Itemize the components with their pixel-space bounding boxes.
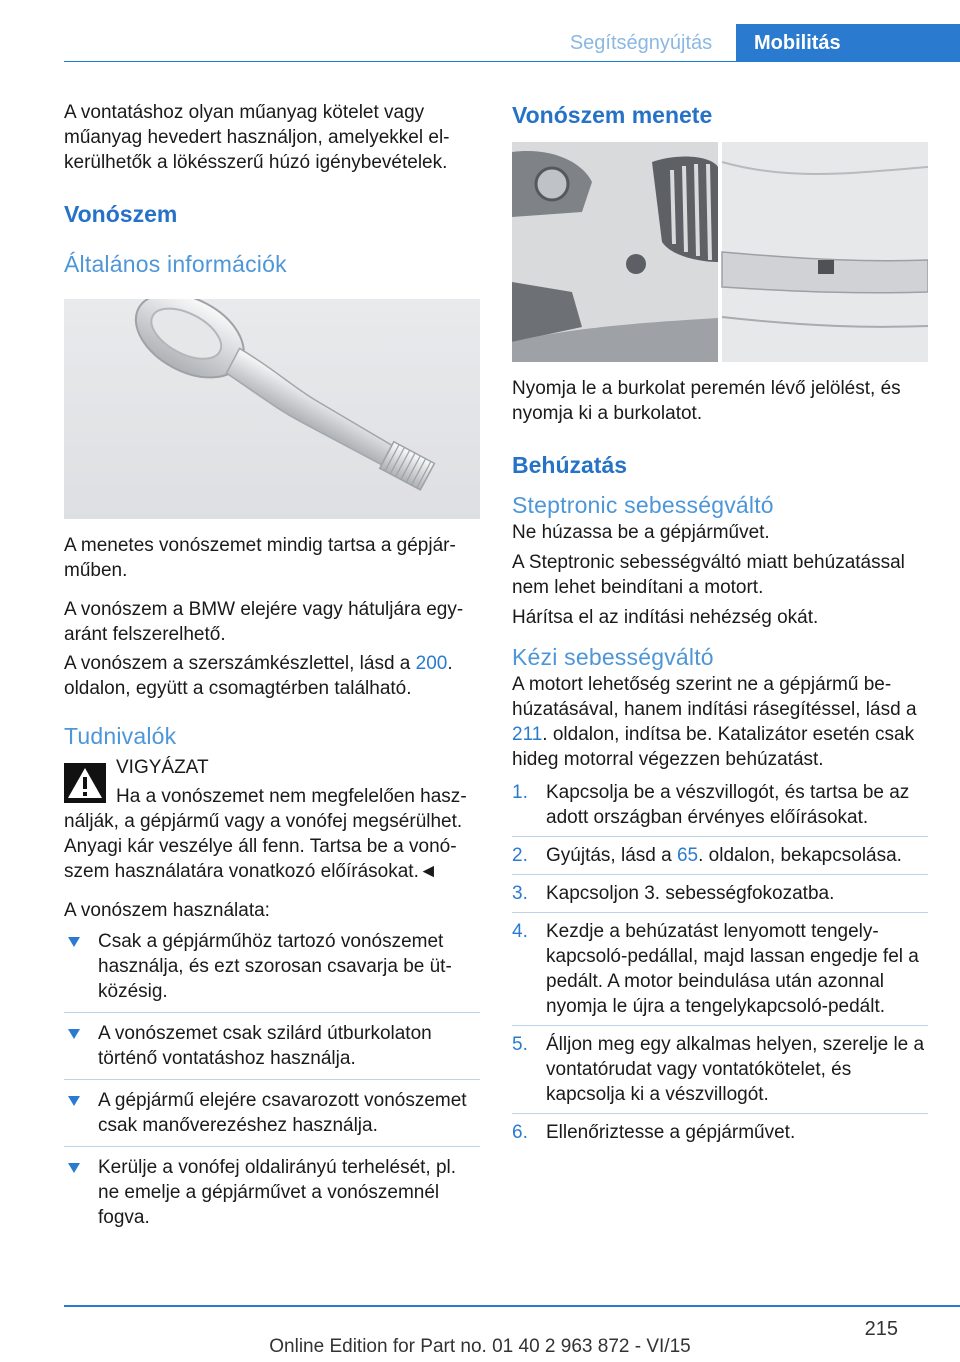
bullet-triangle-icon (68, 937, 80, 947)
paragraph-menetes: A menetes vonószemet mindig tartsa a gépjárműben. (64, 535, 456, 581)
section-tab-segitsegnyujtas[interactable]: Segítségnyújtás (569, 32, 713, 54)
heading-altalanos-informaciok: Általános információk (64, 251, 287, 277)
step-text: Kapcsolja be a vészvillogót, és tartsa be az adott országban érvényes előírásokat. (546, 782, 910, 828)
list-item (512, 1120, 928, 1151)
footer-rule (64, 1305, 960, 1307)
usage-bullet-list (64, 929, 480, 1238)
page-link-211[interactable]: 211 (512, 724, 543, 745)
list-item (64, 1021, 480, 1080)
list-item-text: A vonószemet csak szilárd útburkolaton történő vontatáshoz használja. (98, 1023, 432, 1069)
list-item-text: A gépjármű elejére csavarozott vonószemet csak manőverezéshez használja. (98, 1090, 467, 1136)
text-kezi-pre: A motort lehetőség szerint ne a gépjármű behúzatásával, hanem indítási rásegítéssel, lásd a (512, 674, 917, 720)
step-number: 1. (512, 782, 528, 803)
list-item (512, 1032, 928, 1114)
step-text: Álljon meg egy alkalmas helyen, szerelje le a vontatórudat vagy vontatókötelet, és kapcsolja ki a vészvillogót. (546, 1034, 925, 1105)
edition-footer: Online Edition for Part no. 01 40 2 963 872 - VI/15 (269, 1336, 691, 1357)
list-item (512, 780, 928, 837)
paragraph-ne-huzassa: Ne húzassa be a gépjárművet. (512, 522, 770, 543)
step-text: Kapcsoljon 3. sebességfokozatba. (546, 883, 835, 904)
list-item (64, 929, 480, 1013)
bullet-triangle-icon (68, 1029, 80, 1039)
header-rule (64, 61, 960, 62)
text-kezi-post: . oldalon, indítsa be. Katalizátor esetén csak hideg motorral végezzen behúzatást. (512, 724, 915, 770)
step-number: 5. (512, 1034, 528, 1055)
steps-numbered-list (512, 780, 928, 1151)
step-number: 2. (512, 845, 528, 866)
step-number: 6. (512, 1122, 528, 1143)
heading-vonoszem-menete: Vonószem menete (512, 102, 713, 128)
paragraph-hasznalata: A vonószem használata: (64, 900, 270, 921)
paragraph-bmw: A vonószem a BMW elejére vagy hátuljára egyaránt felszerelhető. (64, 599, 464, 645)
heading-tudnivalok: Tudnivalók (64, 723, 177, 749)
step-text: Gyújtás, lásd a (546, 845, 677, 866)
text-szerszam-post: . oldalon, együtt a csomagtérben található. (64, 653, 453, 699)
bullet-triangle-icon (68, 1163, 80, 1173)
warning-label: VIGYÁZAT (116, 757, 209, 778)
page-header (0, 0, 960, 62)
step-number: 4. (512, 921, 528, 942)
paragraph-szerszamkeszlet (64, 651, 480, 701)
list-item (512, 919, 928, 1026)
text-szerszam-pre: A vonószem a szerszámkészlettel, lásd a (64, 653, 416, 674)
list-item-text: Csak a gépjárműhöz tartozó vonószemet használja, és ezt szorosan csavarja be ütközésig. (98, 931, 452, 1002)
list-item (64, 1088, 480, 1147)
intro-paragraph: A vontatáshoz olyan műanyag kötelet vagy műanyag hevedert használjon, amelyekkel elkerülhetők a lökésszerű húzó igénybevételek. (64, 102, 450, 173)
bullet-triangle-icon (68, 1096, 80, 1106)
warning-text: Ha a vonószemet nem megfelelően használják, a gépjármű vagy a vonófej megsérülhet. Anyagi kár veszélye áll fenn. Tartsa be a vonószem használatára vonatkozó előírásokat.◄ (64, 786, 467, 882)
heading-kezi-sebessegvalto: Kézi sebességváltó (512, 644, 714, 670)
page-number: 215 (864, 1318, 898, 1340)
page-link-65[interactable]: 65 (676, 845, 699, 866)
list-item-text: Kerülje a vonófej oldalirányú terhelését, pl. ne emelje a gépjárművet a vonószemnél fogva. (98, 1157, 457, 1228)
step-text-post: . oldalon, bekapcsolása. (698, 845, 902, 866)
heading-vonoszem: Vonószem (64, 201, 178, 227)
list-item (512, 881, 928, 913)
step-number: 3. (512, 883, 528, 904)
page-link-200[interactable]: 200 (415, 653, 448, 674)
warning-block (64, 755, 480, 884)
paragraph-kezi (512, 672, 928, 772)
tow-eye-image (64, 299, 480, 519)
step-text: Ellenőriztesse a gépjárművet. (546, 1122, 796, 1143)
right-column (512, 100, 928, 1157)
list-item (64, 1155, 480, 1238)
paragraph-haritsa: Hárítsa el az indítási nehézség okát. (512, 607, 819, 628)
list-item (512, 843, 928, 875)
heading-steptronic: Steptronic sebességváltó (512, 492, 774, 518)
bumper-cover-image (512, 142, 928, 362)
paragraph-steptronic: A Steptronic sebességváltó miatt behúzatással nem lehet beindítani a motort. (512, 552, 905, 598)
paragraph-nyomja: Nyomja le a burkolat peremén lévő jelölést, és nyomja ki a burkolatot. (512, 378, 901, 424)
warning-icon (64, 763, 106, 803)
step-text: Kezdje a behúzatást lenyomott tengelykapcsoló-pedállal, majd lassan engedje fel a pedált. A motor beindulása után azonnal nyomja le újra a tengelykapcsoló-pedált. (546, 921, 919, 1017)
left-column (64, 100, 480, 1246)
section-tab-mobilitas[interactable]: Mobilitás (736, 24, 960, 62)
heading-behuzatas: Behúzatás (512, 452, 628, 478)
